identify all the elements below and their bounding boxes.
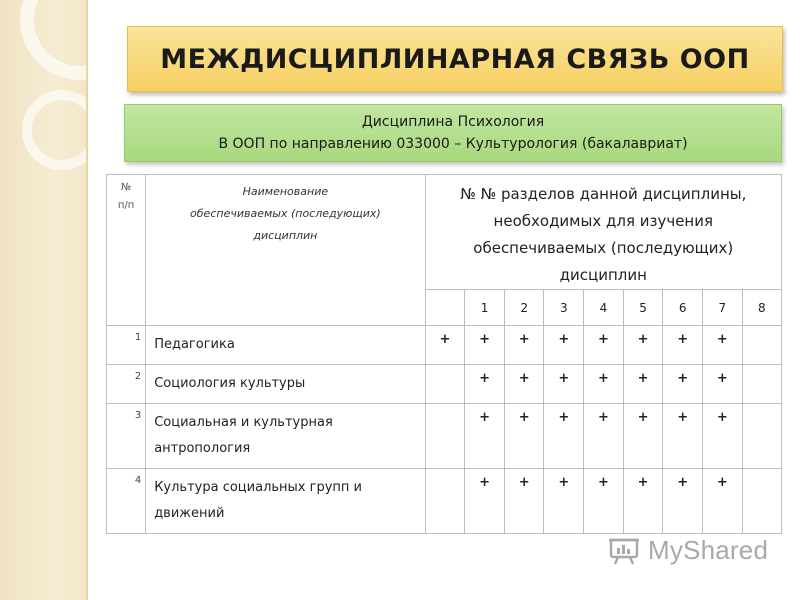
table-row xyxy=(107,326,782,365)
row-mark: + xyxy=(465,326,505,365)
row-number: 4 xyxy=(107,469,146,534)
row-mark: + xyxy=(702,326,742,365)
row-discipline-line: Социальная и культурная xyxy=(154,415,333,430)
section-number: 4 xyxy=(584,290,624,326)
row-mark: + xyxy=(584,365,624,404)
row-mark: + xyxy=(544,404,584,469)
row-mark: + xyxy=(465,365,505,404)
row-mark xyxy=(425,365,465,404)
section-spacer xyxy=(425,290,465,326)
row-number: 2 xyxy=(107,365,146,404)
program-label: В ООП по направлению 033000 – Культурология (бакалавриат) xyxy=(218,136,688,152)
row-mark: + xyxy=(544,326,584,365)
row-discipline: Социология культуры xyxy=(146,365,425,404)
row-discipline-line: Культура социальных групп и xyxy=(154,480,362,495)
header-name-line: Наименование xyxy=(242,185,329,198)
row-mark: + xyxy=(623,469,663,534)
row-spacer xyxy=(742,404,781,469)
row-mark: + xyxy=(504,326,544,365)
row-discipline xyxy=(146,404,425,469)
header-sections-line: дисциплин xyxy=(559,266,647,284)
watermark-logo xyxy=(608,535,768,566)
row-mark: + xyxy=(584,326,624,365)
row-number: 3 xyxy=(107,404,146,469)
decorative-left-strip xyxy=(0,0,88,600)
row-mark: + xyxy=(504,365,544,404)
header-name-line: обеспечиваемых (последующих) xyxy=(190,207,381,220)
table-row xyxy=(107,365,782,404)
table-row xyxy=(107,404,782,469)
row-mark: + xyxy=(663,326,703,365)
header-sections-line: обеспечиваемых (последующих) xyxy=(473,239,734,257)
decorative-ring xyxy=(20,0,140,80)
table-row xyxy=(107,469,782,534)
row-mark: + xyxy=(623,365,663,404)
row-mark: + xyxy=(702,404,742,469)
row-mark: + xyxy=(702,469,742,534)
interdisciplinary-table xyxy=(106,174,782,534)
row-number: 1 xyxy=(107,326,146,365)
watermark-text: MyShared xyxy=(648,535,769,565)
title-banner xyxy=(127,26,783,92)
row-mark: + xyxy=(663,469,703,534)
section-number: 3 xyxy=(544,290,584,326)
header-number-sign: № xyxy=(120,182,132,193)
row-mark: + xyxy=(702,365,742,404)
section-number: 7 xyxy=(702,290,742,326)
row-mark: + xyxy=(504,404,544,469)
row-spacer xyxy=(742,365,781,404)
page-title: МЕЖДИСЦИПЛИНАРНАЯ СВЯЗЬ ООП xyxy=(160,43,750,75)
discipline-label: Дисциплина Психология xyxy=(361,114,545,130)
header-sections xyxy=(425,175,781,290)
row-mark: + xyxy=(623,404,663,469)
decorative-ring xyxy=(22,90,102,170)
header-number-label: п/п xyxy=(117,200,135,211)
decorative-divider xyxy=(86,0,88,600)
presentation-board-icon xyxy=(608,536,642,566)
row-mark xyxy=(425,469,465,534)
row-discipline-line: движений xyxy=(154,506,225,521)
row-mark: + xyxy=(584,404,624,469)
row-mark: + xyxy=(663,365,703,404)
subtitle-banner xyxy=(124,104,782,162)
section-number: 8 xyxy=(742,290,781,326)
header-sections-line: № № разделов данной дисциплины, xyxy=(460,185,747,203)
row-spacer xyxy=(742,469,781,534)
section-number: 2 xyxy=(504,290,544,326)
row-mark: + xyxy=(504,469,544,534)
header-name-line: дисциплин xyxy=(253,229,318,242)
row-discipline xyxy=(146,469,425,534)
row-mark: + xyxy=(465,469,505,534)
row-discipline: Педагогика xyxy=(146,326,425,365)
row-discipline-line: антропология xyxy=(154,441,251,456)
row-spacer xyxy=(742,326,781,365)
section-number: 5 xyxy=(623,290,663,326)
row-mark: + xyxy=(663,404,703,469)
header-discipline-name xyxy=(146,175,425,326)
row-mark xyxy=(425,404,465,469)
row-mark: + xyxy=(544,469,584,534)
row-mark: + xyxy=(584,469,624,534)
header-number xyxy=(107,175,146,326)
header-sections-line: необходимых для изучения xyxy=(493,212,714,230)
row-mark: + xyxy=(544,365,584,404)
row-mark: + xyxy=(623,326,663,365)
row-mark: + xyxy=(425,326,465,365)
section-number: 6 xyxy=(663,290,703,326)
section-number: 1 xyxy=(465,290,505,326)
row-mark: + xyxy=(465,404,505,469)
